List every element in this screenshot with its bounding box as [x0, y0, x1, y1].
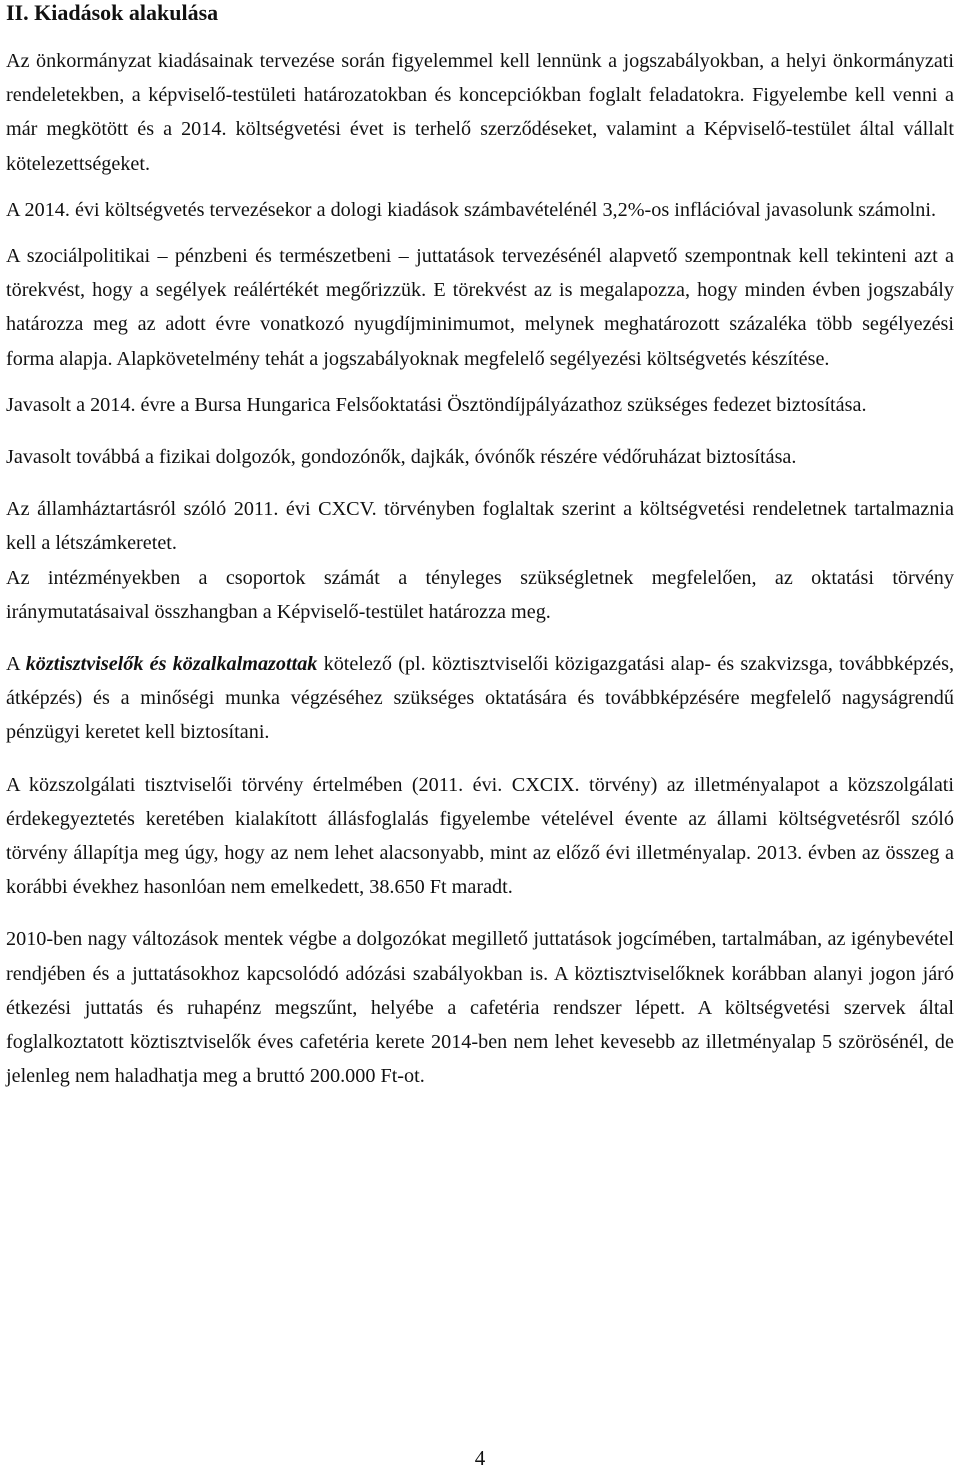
paragraph-bursa-hungarica: Javasolt a 2014. évre a Bursa Hungarica Felsőoktatási Ösztöndíjpályázathoz szükséges fedezet biztosítása.	[6, 393, 867, 416]
training-emphasis: köztisztviselők és közalkalmazottak	[25, 653, 318, 676]
paragraph-protective-clothing: Javasolt továbbá a fizikai dolgozók, gondozónők, dajkák, óvónők részére védőruházat biztosítása.	[6, 446, 797, 469]
page-number: 4	[474, 1446, 486, 1470]
section-heading: II. Kiadások alakulása	[6, 0, 219, 25]
paragraph-inflation: A 2014. évi költségvetés tervezésekor a dologi kiadások számbavételénél 3,2%-os inflációval javasolunk számolni.	[6, 198, 937, 221]
paragraph-groups: Az intézményekben a csoportok számát a tényleges szükségletnek megfelelően, az oktatási törvény iránymutatásaival összhangban a Képviselő-testület határozza meg.	[6, 566, 954, 623]
training-post: kötelező (pl. köztisztviselői közigazgatási alap- és szakvizsga, továbbképzés, átképzés) és a minőségi munka végzéséhez szükséges oktatására és továbbképzésére megfelelő nagyságrendű pénzügyi keretet kell biztosítani.	[6, 653, 954, 744]
paragraph-cafeteria: 2010-ben nagy változások mentek végbe a dolgozókat megillető juttatások jogcímében, tartalmában, az igénybevétel rendjében és a juttatásokhoz kapcsolódó adózási szabályokban is. A köztisztviselőknek korábban alanyi jogon járó étkezési juttatás és ruhapénz megszűnt, helyébe a cafetéria rendszer lépett. A költségvetési szervek által foglalkoztatott köztisztviselők éves cafetéria kerete 2014-ben nem lehet kevesebb az illetményalap 5 szörösénél, de jelenleg nem haladhatja meg a bruttó 200.000 Ft-ot.	[6, 928, 954, 1088]
paragraph-training	[6, 647, 954, 750]
paragraph-headcount: Az államháztartásról szóló 2011. évi CXCV. törvényben foglaltak szerint a költségvetési rendeletnek tartalmaznia kell a létszámkeretet.	[6, 498, 954, 555]
document-page	[6, 0, 954, 1093]
paragraph-planning: Az önkormányzat kiadásainak tervezése során figyelemmel kell lennünk a jogszabályokban, a helyi önkormányzati rendeletekben, a képviselő-testületi határozatokban és koncepciókban foglalt feladatokra. Figyelembe kell venni a már megkötött és a 2014. költségvetési évet is terhelő szerződéseket, valamint a Képviselő-testület által vállalt kötelezettségeket.	[6, 50, 954, 175]
paragraph-salary-base: A közszolgálati tisztviselői törvény értelmében (2011. évi. CXCIX. törvény) az illetményalapot a közszolgálati érdekegyeztetés keretében kialakított állásfoglalás figyelembe vételével évente az állami költségvetésről szóló törvény állapítja meg úgy, hogy az nem lehet alacsonyabb, mint az előző évi illetményalap. 2013. évben az összeg a korábbi évekhez hasonlóan nem emelkedett, 38.650 Ft maradt.	[6, 773, 954, 899]
paragraph-social-policy: A szociálpolitikai – pénzbeni és természetbeni – juttatások tervezésénél alapvető szempontnak kell tekinteni azt a törekvést, hogy a segélyek reálértékét megőrizzük. E törekvést az is megalapozza, hogy minden évben jogszabály határozza meg az adott évre vonatkozó nyugdíjminimumot, melynek meghatározott százaléka több segélyezési forma alapja. Alapkövetelmény tehát a jogszabályoknak megfelelő segélyezési költségvetés készítése.	[6, 245, 954, 370]
training-pre: A	[6, 653, 26, 676]
